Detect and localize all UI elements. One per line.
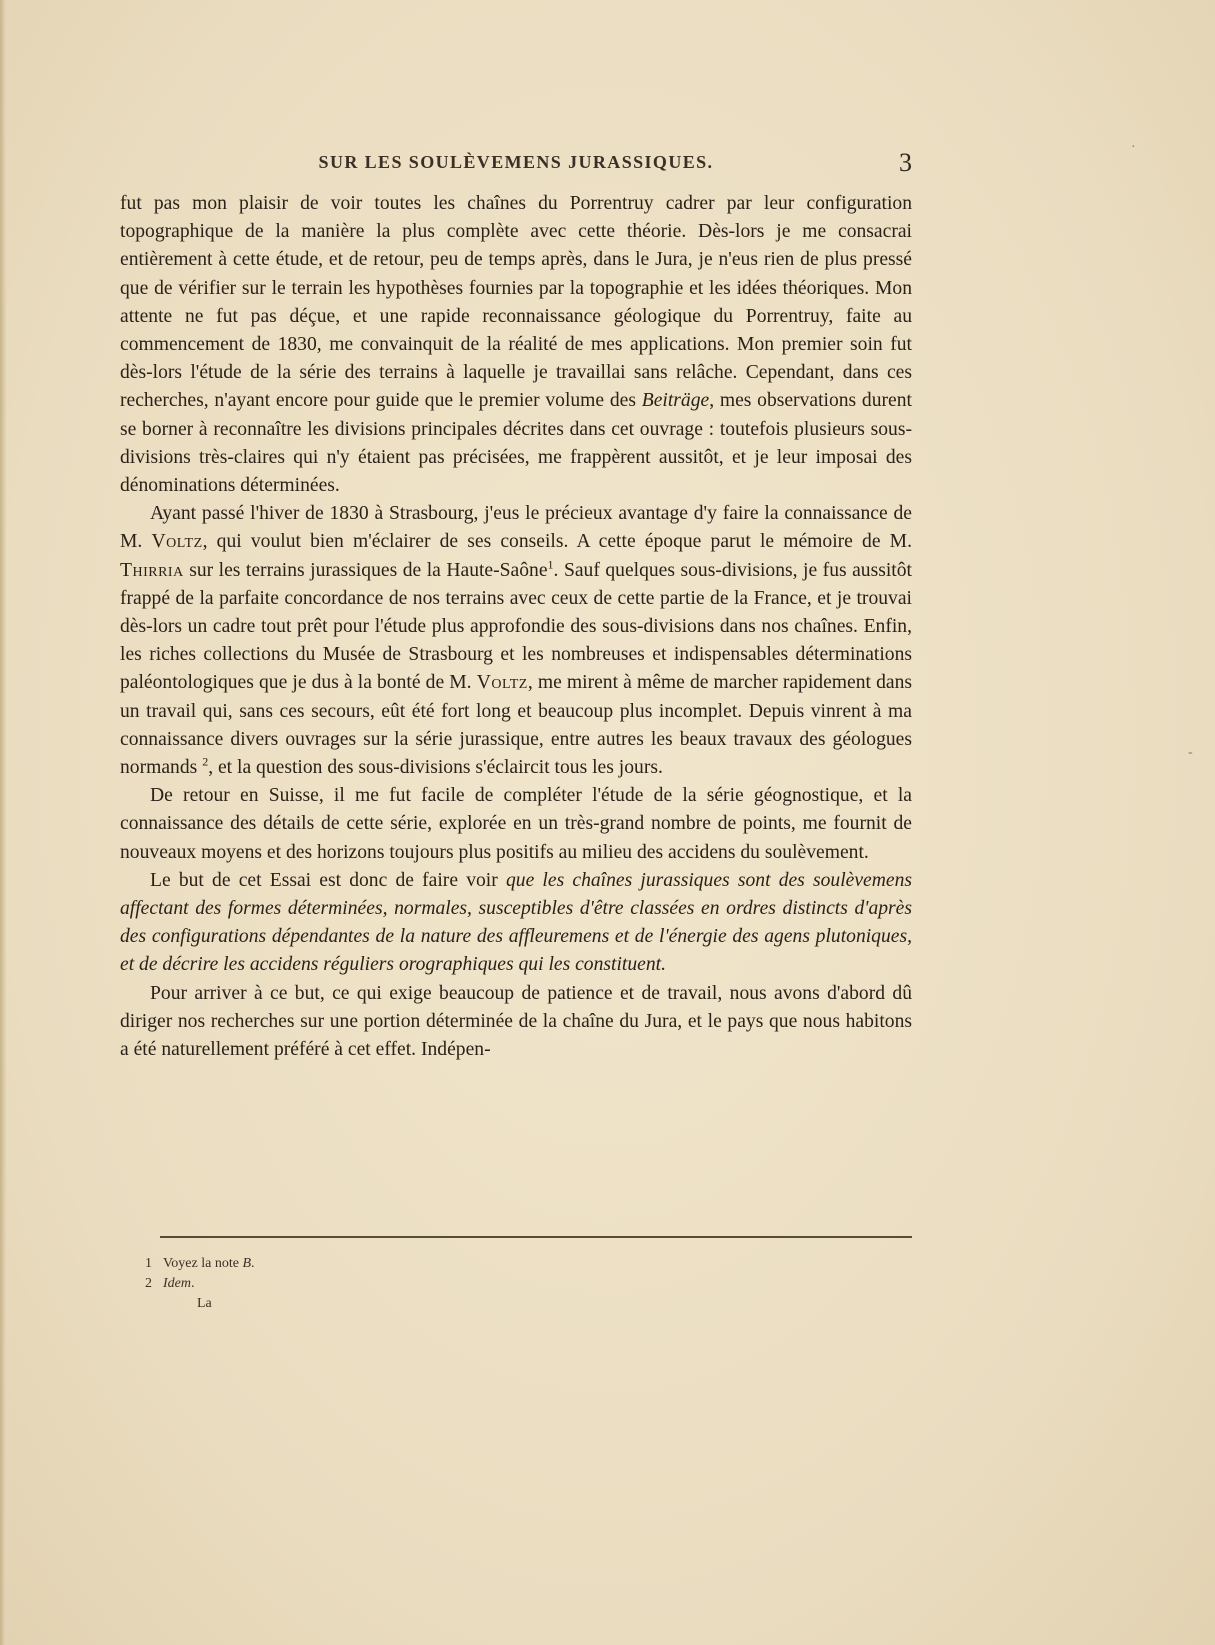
body-text <box>120 190 912 1064</box>
footnotes <box>145 1254 645 1314</box>
paragraph-4: Le but de cet Essai est donc de faire voir que les chaînes jurassiques sont des soulèvemens affectant des formes déterminées, normales, susceptibles d'être classées en ordres distincts d'après des configurations dépendantes de la nature des affleuremens et de l'énergie des agens plutoniques, et de décrire les accidens réguliers orographiques qui les constituent. <box>120 869 913 976</box>
paragraph-5: Pour arriver à ce but, ce qui exige beaucoup de patience et de travail, nous avons d'abord dû diriger nos recherches sur une portion déterminée de la chaîne du Jura, et le pays que nous habitons a été naturellement préféré à cet effet. Indépen- <box>120 982 912 1061</box>
footnote-1: 1 Voyez la note B. <box>145 1256 255 1271</box>
name-voltz: Voltz <box>151 531 203 553</box>
name-thirria: Thirria <box>120 559 184 581</box>
paragraph-3: De retour en Suisse, il me fut facile de compléter l'étude de la série géognostique, et la connaissance des détails de cette série, explorée en un très-grand nombre de points, me fournit de nouveaux moyens et des horizons toujours plus positifs au milieu des accidens du soulèvement. <box>120 785 912 863</box>
page-header <box>120 148 912 182</box>
page-number: 3 <box>899 148 912 177</box>
italic-thesis: que les chaînes jurassiques sont des soulèvemens affectant des formes déterminées, normales, susceptibles d'être classées en ordres distincts d'après des configurations dépendantes de la nature des affleuremens et de l'énergie des agens plutoniques, et de décrire les accidens réguliers orographiques qui les constituent. <box>120 869 913 976</box>
paragraph-2: Ayant passé l'hiver de 1830 à Strasbourg, j'eus le précieux avantage d'y faire la connaissance de M. Voltz, qui voulut bien m'éclairer de ses conseils. A cette époque parut le mémoire de M. Thirria sur les terrains jurassiques de la Haute-Saône$^1$. Sauf quelques sous-divisions, je fus aussitôt frappé de la parfaite concordance de nos terrains avec ceux de cette partie de la France, et je trouvai dès-lors un cadre tout prêt pour l'étude plus approfondie des sous-divisions dans nos chaînes. Enfin, les riches collections du Musée de Strasbourg et les nombreuses et indispensables déterminations paléontologiques que je dus à la bonté de M. Voltz, me mirent à même de marcher rapidement dans un travail qui, sans ces secours, eût été fort long et beaucoup plus incomplet. Depuis vinrent à ma connaissance divers ouvrages sur la série jurassique, entre autres les beaux travaux des géologues normands $^2$, et la question des sous-divisions s'éclaircit tous les jours. <box>120 503 912 779</box>
name-voltz: Voltz <box>476 672 528 694</box>
page-edge-shadow <box>0 0 6 1645</box>
footnote-2: 2 Idem. <box>145 1276 195 1291</box>
margin-speck: · <box>1131 140 1136 155</box>
paragraph-1: fut pas mon plaisir de voir toutes les chaînes du Porrentruy cadrer par leur configuration topographique de la manière la plus complète avec cette théorie. Dès-lors je me consacrai entièrement à cette étude, et de retour, peu de temps après, dans le Jura, je n'eus rien de plus pressé que de vérifier sur le terrain les hypothèses fournies par la topographie et les idées théoriques. Mon attente ne fut pas déçue, et une rapide reconnaissance géologique du Porrentruy, faite au commencement de 1830, me convainquit de la réalité de mes applications. Mon premier soin fut dès-lors l'étude de la série des terrains à laquelle je travaillai sans relâche. Cependant, dans ces recherches, n'ayant encore pour guide que le premier volume des Beiträge, mes observations durent se borner à reconnaître les divisions principales décrites dans cet ouvrage : toutefois plusieurs sous-divisions très-claires qui n'y étaient pas précisées, me frappèrent aussitôt, et je leur imposai des dénominations déterminées. <box>120 193 912 497</box>
italic-title-beitrage: Beiträge <box>641 390 710 412</box>
footnote-rule <box>160 1236 912 1238</box>
catchword: La <box>197 1296 212 1311</box>
running-title: SUR LES SOULÈVEMENS JURASSIQUES. <box>318 152 714 172</box>
footnote-ref-2: 2 <box>202 754 209 769</box>
footnote-ref-1: 1 <box>547 557 554 572</box>
margin-dash: - <box>1188 745 1193 760</box>
